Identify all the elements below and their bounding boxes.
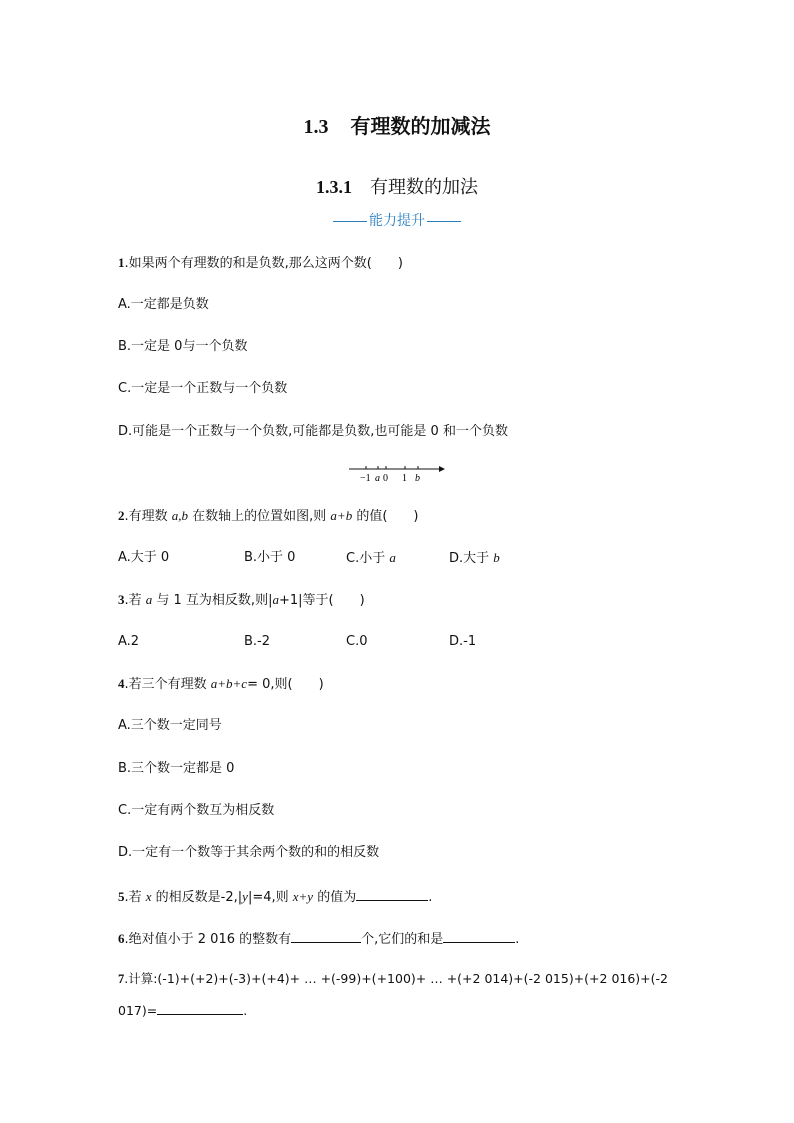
q4-option-c: C.一定有两个数互为相反数 [118, 803, 275, 818]
answer-blank-sum[interactable] [443, 928, 515, 943]
text: |=4,则 [247, 890, 293, 905]
answer-blank[interactable] [157, 1000, 243, 1015]
variable: b [493, 550, 500, 565]
text: = 0,则( ) [247, 677, 324, 692]
question-number: 3 [118, 592, 125, 607]
question-5-stem [118, 886, 432, 907]
q3-option-c: C.0 [346, 634, 368, 649]
q1-option-c: C.一定是一个正数与一个负数 [118, 381, 288, 396]
text: 在数轴上的位置如图,则 [188, 509, 331, 524]
variable: y [242, 889, 248, 904]
text: .有理数 [124, 509, 172, 524]
arrow-icon [439, 466, 445, 472]
text: 的相反数是-2,| [151, 890, 243, 905]
question-number: 7 [118, 972, 125, 986]
q4-option-b: B.三个数一定都是 0 [118, 761, 235, 776]
label-b: b [415, 473, 420, 484]
text: .若 [124, 890, 146, 905]
question-7-line-1 [118, 970, 668, 988]
question-number: 6 [118, 931, 125, 946]
q1-option-b: B.一定是 0与一个负数 [118, 339, 248, 354]
section-number: 1.3 [303, 116, 329, 138]
q4-option-d: D.一定有一个数等于其余两个数的和的相反数 [118, 845, 380, 860]
text: . [428, 890, 433, 905]
tag-text: 能力提升 [369, 213, 425, 229]
subsection-title [0, 173, 794, 199]
variable: a [272, 592, 279, 607]
text: D.大于 [449, 551, 494, 566]
question-text: .如果两个有理数的和是负数,那么这两个数( ) [124, 256, 403, 271]
text: . [515, 932, 520, 947]
question-4-stem [118, 675, 324, 694]
tag-left-rule [333, 221, 367, 222]
expression: a+b+c [210, 676, 248, 691]
label-zero: 0 [383, 473, 388, 484]
q4-option-a: A.三个数一定同号 [118, 718, 222, 733]
subsection-number: 1.3.1 [316, 177, 352, 197]
question-number: 5 [118, 889, 125, 904]
text: 的值( ) [352, 509, 419, 524]
subsection-title-text: 有理数的加法 [370, 177, 478, 198]
label-a: a [375, 473, 380, 484]
number-line-figure [345, 460, 447, 486]
question-number: 4 [118, 676, 125, 691]
question-2-stem [118, 507, 418, 526]
q3-option-b: B.-2 [244, 634, 271, 649]
text: +1|等于( ) [278, 593, 365, 608]
label-minus-one: −1 [360, 473, 371, 484]
question-1-stem [118, 254, 403, 273]
q1-option-d: D.可能是一个正数与一个负数,可能都是负数,也可能是 0 和一个负数 [118, 424, 508, 439]
question-3-stem [118, 591, 365, 610]
text: .若三个有理数 [124, 677, 211, 692]
question-number: 2 [118, 508, 125, 523]
q2-option-d [449, 549, 500, 568]
answer-blank[interactable] [356, 886, 428, 901]
expression: x+y [292, 889, 314, 904]
text: .若 [124, 593, 146, 608]
text: 个,它们的和是 [361, 932, 444, 947]
variable: a [389, 550, 396, 565]
text: 与 1 互为相反数,则| [152, 593, 273, 608]
variable: a,b [171, 508, 189, 523]
q3-option-d: D.-1 [449, 634, 477, 649]
text: . [243, 1003, 248, 1018]
variable: a [145, 592, 153, 607]
question-7-line-2 [118, 1000, 247, 1020]
section-tag [0, 210, 794, 230]
text: 的值为 [313, 890, 357, 905]
question-number: 1 [118, 255, 125, 270]
tag-right-rule [427, 221, 461, 222]
text: .绝对值小于 2 016 的整数有 [124, 932, 292, 947]
q2-option-c [346, 549, 396, 568]
question-6-stem [118, 928, 519, 949]
section-title [0, 110, 794, 139]
q3-option-a: A.2 [118, 634, 140, 649]
variable: x [145, 889, 152, 904]
expression: a+b [330, 508, 353, 523]
label-one: 1 [402, 473, 407, 484]
answer-blank-count[interactable] [291, 928, 361, 943]
text: C.小于 [346, 551, 390, 566]
q2-option-a: A.大于 0 [118, 550, 170, 565]
section-title-text: 有理数的加减法 [350, 114, 491, 138]
q2-option-b: B.小于 0 [244, 550, 296, 565]
q1-option-a: A.一定都是负数 [118, 297, 209, 312]
text: .计算:(-1)+(+2)+(-3)+(+4)+ … +(-99)+(+100)+ … +(+2 014)+(-2 015)+(+2 016)+(-2 [124, 971, 669, 986]
text: 017)= [118, 1003, 158, 1018]
